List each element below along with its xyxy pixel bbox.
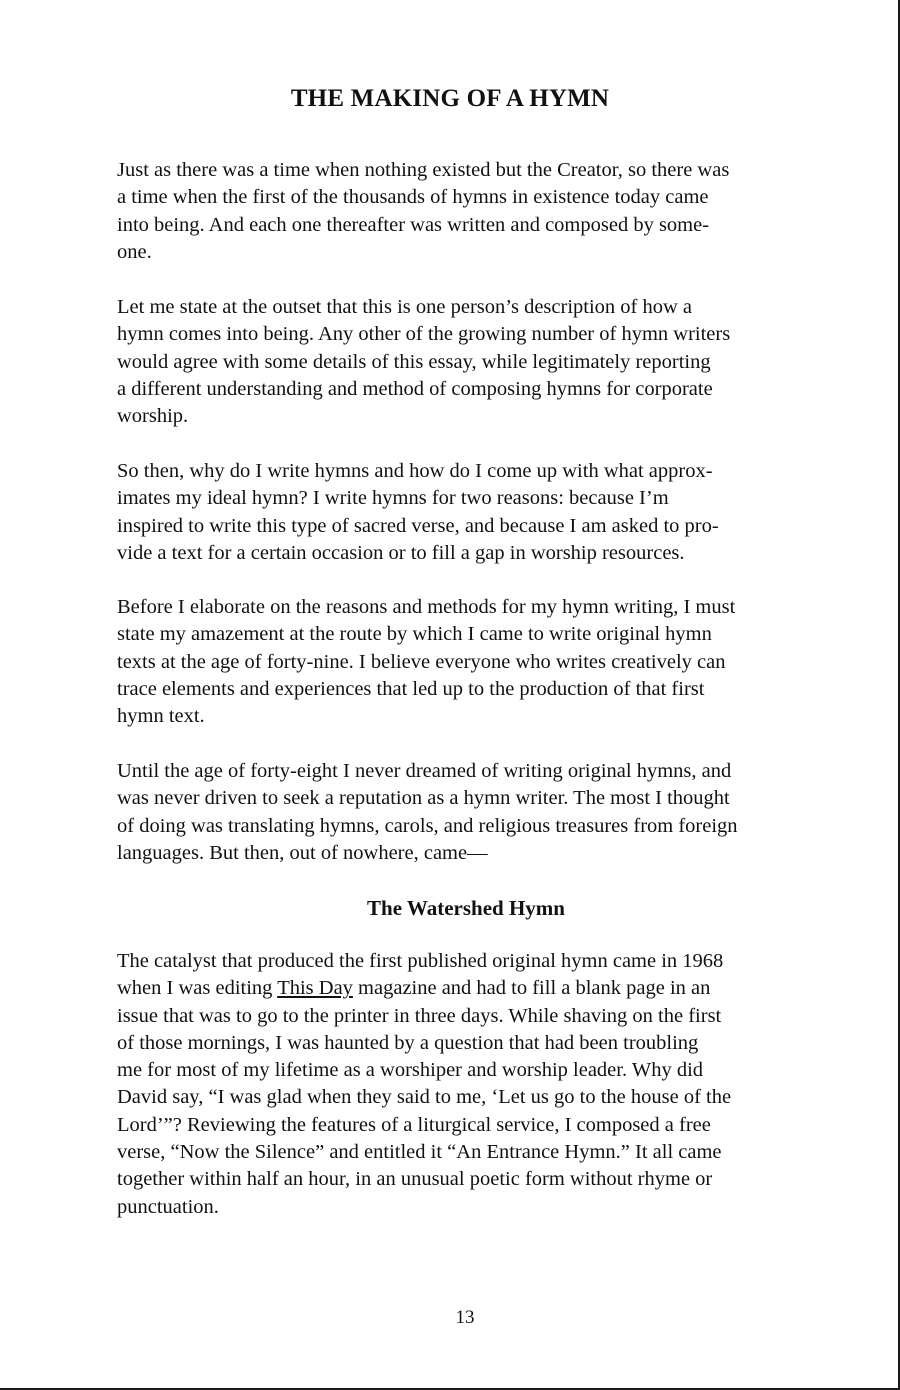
text-line: Until the age of forty-eight I never dreamed of writing original hymns, and	[117, 760, 732, 782]
text-line: would agree with some details of this essay, while legitimately reporting	[117, 350, 711, 373]
text-line: state my amazement at the route by which I came to write original hymn	[117, 623, 712, 646]
text-line: one.	[117, 240, 152, 263]
text-line: was never driven to seek a reputation as a hymn writer. The most I thought	[117, 787, 730, 810]
text-line: of doing was translating hymns, carols, and religious treasures from foreign	[117, 814, 738, 837]
text-line: The catalyst that produced the first published original hymn came in 1968	[117, 950, 724, 972]
text-line: trace elements and experiences that led up to the production of that first	[117, 677, 705, 700]
text-fragment: magazine and had to fill a blank page in an	[352, 977, 711, 1000]
magazine-title: This Day	[277, 977, 353, 1000]
text-line: languages. But then, out of nowhere, came—	[117, 841, 488, 864]
page-number: 13	[455, 1307, 475, 1328]
text-line: hymn comes into being. Any other of the growing number of hymn writers	[117, 323, 731, 346]
page-title: THE MAKING OF A HYMN	[290, 85, 610, 112]
text-line: punctuation.	[117, 1195, 219, 1218]
text-line: Just as there was a time when nothing existed but the Creator, so there was	[117, 159, 730, 181]
paragraph-6	[117, 948, 731, 1221]
text-line: vide a text for a certain occasion or to fill a gap in worship resources.	[117, 541, 685, 564]
text-line: imates my ideal hymn? I write hymns for two reasons: because I’m	[117, 487, 669, 510]
text-line: verse, “Now the Silence” and entitled it “An Entrance Hymn.” It all came	[117, 1141, 722, 1164]
section-subheading: The Watershed Hymn	[367, 896, 565, 920]
text-line: Let me state at the outset that this is one person’s description of how a	[117, 296, 693, 318]
text-line: of those mornings, I was haunted by a question that had been troubling	[117, 1031, 699, 1054]
text-line: inspired to write this type of sacred verse, and because I am asked to pro-	[117, 514, 719, 537]
paragraph-3	[117, 458, 719, 567]
text-line: Lord’”? Reviewing the features of a liturgical service, I composed a free	[117, 1113, 711, 1136]
text-line: Before I elaborate on the reasons and methods for my hymn writing, I must	[117, 596, 736, 618]
text-line: hymn text.	[117, 705, 205, 728]
text-line: a time when the first of the thousands of hymns in existence today came	[117, 186, 709, 209]
text-line: together within half an hour, in an unusual poetic form without rhyme or	[117, 1168, 713, 1191]
text-line: into being. And each one thereafter was written and composed by some-	[117, 213, 710, 236]
text-line: David say, “I was glad when they said to me, ‘Let us go to the house of the	[117, 1086, 732, 1109]
text-line: worship.	[117, 405, 189, 428]
paragraph-2	[117, 294, 730, 430]
text-line: texts at the age of forty-nine. I believe everyone who writes creatively can	[117, 650, 726, 673]
text-line: a different understanding and method of composing hymns for corporate	[117, 377, 713, 400]
text-line: issue that was to go to the printer in three days. While shaving on the first	[117, 1004, 722, 1027]
text-line	[117, 975, 731, 1002]
paragraph-4	[117, 594, 735, 730]
paragraph-5	[117, 758, 738, 867]
paragraph-1	[117, 157, 729, 266]
text-line: me for most of my lifetime as a worshiper and worship leader. Why did	[117, 1059, 704, 1082]
text-line: So then, why do I write hymns and how do I come up with what approx-	[117, 460, 713, 482]
text-fragment: when I was editing	[117, 977, 278, 1000]
